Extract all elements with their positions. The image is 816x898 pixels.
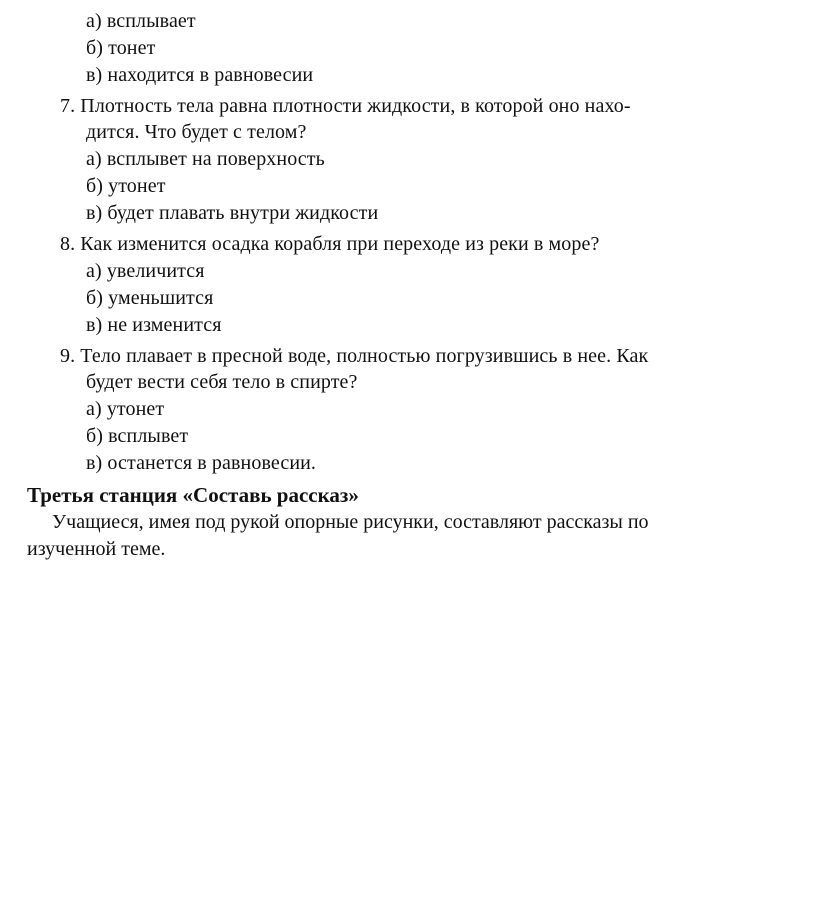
station3-text-line1: Учащиеся, имея под рукой опорные рисунки, составляют рассказы по xyxy=(52,511,649,533)
q8-option-a: а) увеличится xyxy=(86,260,205,282)
q8-option-c: в) не изменится xyxy=(86,314,222,336)
q9-text-line2: будет вести себя тело в спирте? xyxy=(86,371,358,393)
q6-option-a: а) всплывает xyxy=(86,10,196,32)
station3-text-line2: изученной теме. xyxy=(27,538,166,560)
q9-option-b: б) всплывет xyxy=(86,425,189,447)
q8-text-line1: 8. Как изменится осадка корабля при переходе из реки в море? xyxy=(60,233,600,255)
station3-heading: Третья станция «Составь рассказ» xyxy=(27,483,359,507)
q9-option-c: в) останется в равновесии. xyxy=(86,452,317,474)
q6-option-c: в) находится в равновесии xyxy=(86,64,314,86)
q7-option-a: а) всплывет на поверхность xyxy=(86,148,325,170)
q7-option-b: б) утонет xyxy=(86,175,166,197)
q9-text-line1: 9. Тело плавает в пресной воде, полностью погрузившись в нее. Как xyxy=(60,345,649,367)
q8-option-b: б) уменьшится xyxy=(86,287,214,309)
q6-option-b: б) тонет xyxy=(86,37,156,59)
q7-option-c: в) будет плавать внутри жидкости xyxy=(86,202,379,224)
q9-option-a: а) утонет xyxy=(86,398,165,420)
q7-text-line2: дится. Что будет с телом? xyxy=(86,121,307,143)
q7-text-line1: 7. Плотность тела равна плотности жидкости, в которой оно нахо- xyxy=(60,95,631,117)
